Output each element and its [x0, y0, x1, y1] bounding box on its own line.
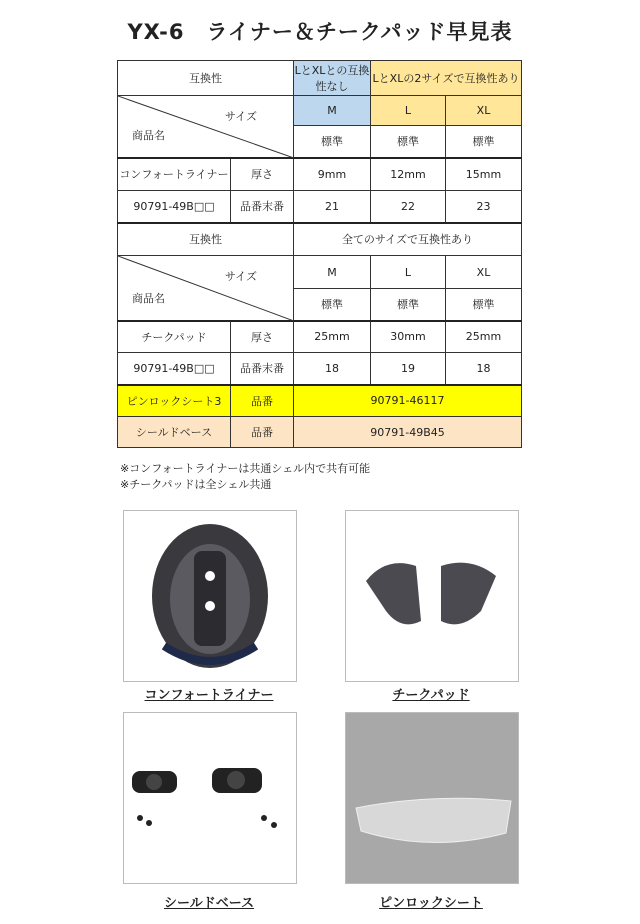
pinlock-value: 90791-46117	[294, 385, 522, 417]
row-name: チークパッド	[118, 321, 231, 353]
variant: 標準	[294, 126, 371, 158]
caption-pinlock-sheet: ピンロックシート	[379, 896, 483, 911]
row-attr: 厚さ	[231, 321, 294, 353]
size-label: サイズ	[224, 270, 257, 283]
note: ※チークパッドは全シェル共通	[120, 478, 272, 491]
pinlock-name: ピンロックシート3	[118, 385, 231, 417]
shieldbase-attr: 品番	[231, 417, 294, 448]
row-attr: 品番末番	[231, 191, 294, 223]
row-attr: 厚さ	[231, 158, 294, 191]
row-name: コンフォートライナー	[118, 158, 231, 191]
compat-label: 互換性	[118, 223, 294, 256]
variant: 標準	[294, 289, 371, 321]
cell: 18	[294, 353, 371, 385]
header-diagonal-cell	[118, 256, 294, 321]
pinlock-sheet-image	[345, 712, 519, 884]
cell: 12mm	[371, 158, 446, 191]
cell: 30mm	[371, 321, 446, 353]
size-xl: XL	[446, 256, 522, 289]
row-name: 90791-49B□□	[118, 191, 231, 223]
shieldbase-value: 90791-49B45	[294, 417, 522, 448]
liner-table	[117, 60, 522, 448]
caption-cheek-pad: チークパッド	[392, 688, 470, 703]
row-name: 90791-49B□□	[118, 353, 231, 385]
cell: 23	[446, 191, 522, 223]
variant: 標準	[446, 126, 522, 158]
caption-shield-base: シールドベース	[163, 896, 255, 911]
cell: 22	[371, 191, 446, 223]
size-label: サイズ	[224, 110, 257, 123]
shieldbase-name: シールドベース	[118, 417, 231, 448]
size-l: L	[371, 256, 446, 289]
size-m: M	[294, 96, 371, 126]
pinlock-attr: 品番	[231, 385, 294, 417]
header-diagonal-cell	[118, 96, 294, 158]
cell: 15mm	[446, 158, 522, 191]
compat-lxl: LとXLの2サイズで互換性あり	[371, 61, 522, 96]
cheek-pad-image	[345, 510, 519, 682]
cell: 19	[371, 353, 446, 385]
size-m: M	[294, 256, 371, 289]
compat-m: LとXLとの互換性なし	[294, 61, 371, 96]
comfort-liner-image	[123, 510, 297, 682]
cell: 18	[446, 353, 522, 385]
row-attr: 品番末番	[231, 353, 294, 385]
shield-base-image	[123, 712, 297, 884]
product-label: 商品名	[132, 291, 165, 305]
size-l: L	[371, 96, 446, 126]
cell: 9mm	[294, 158, 371, 191]
size-xl: XL	[446, 96, 522, 126]
cell: 25mm	[446, 321, 522, 353]
note: ※コンフォートライナーは共通シェル内で共有可能	[120, 462, 371, 475]
compat-label: 互換性	[118, 61, 294, 96]
variant: 標準	[371, 289, 446, 321]
caption-comfort-liner: コンフォートライナー	[144, 688, 274, 703]
notes	[120, 461, 370, 493]
compat-all: 全てのサイズで互換性あり	[294, 223, 522, 256]
cell: 21	[294, 191, 371, 223]
product-label: 商品名	[132, 128, 165, 142]
page-title: YX-6 ライナー＆チークパッド早見表	[127, 20, 513, 44]
variant: 標準	[371, 126, 446, 158]
cell: 25mm	[294, 321, 371, 353]
variant: 標準	[446, 289, 522, 321]
